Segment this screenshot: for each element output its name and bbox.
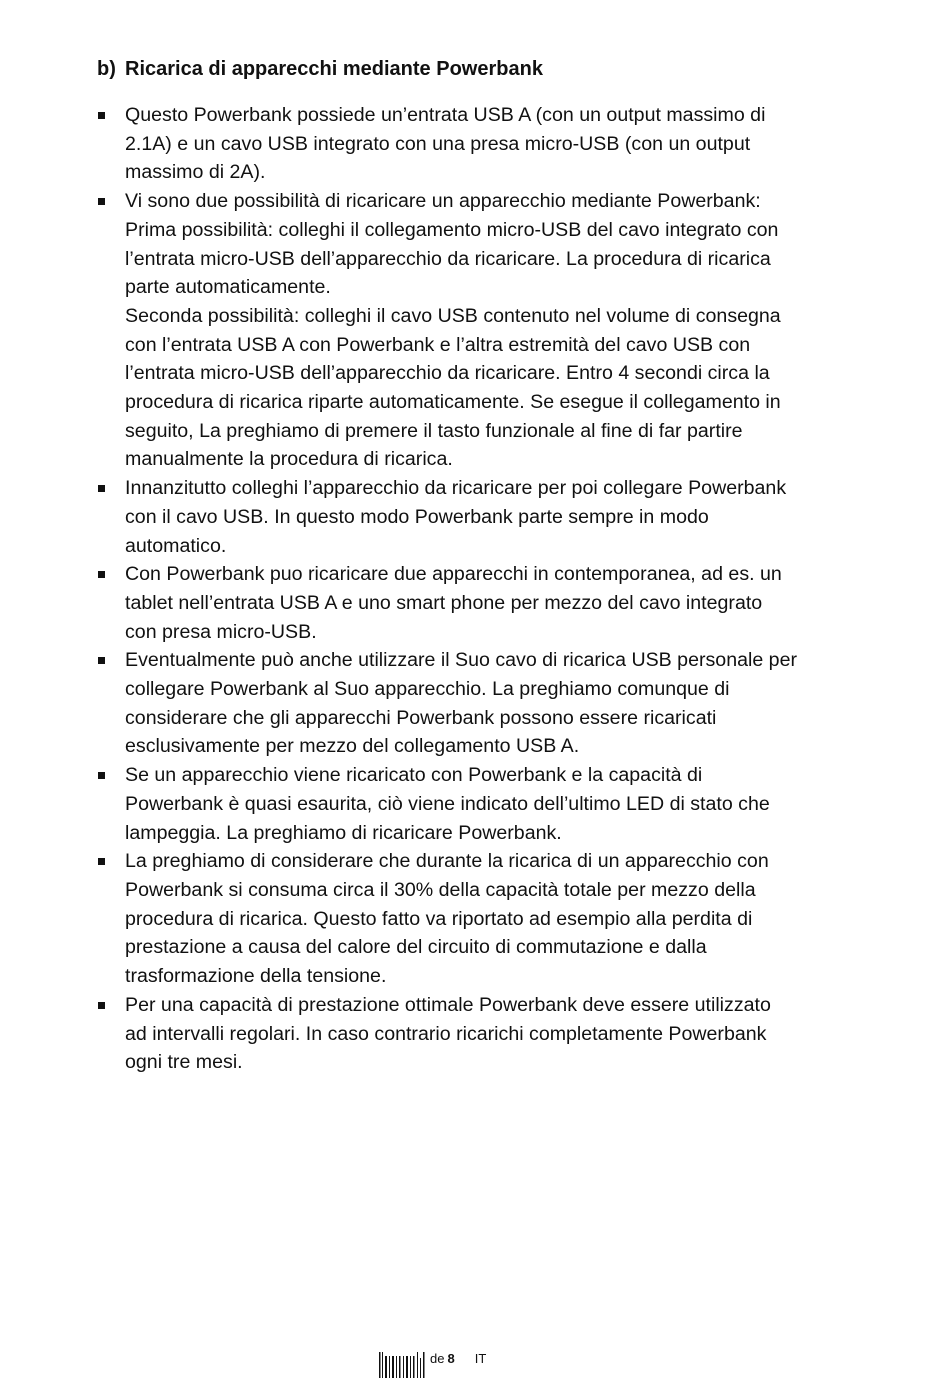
- bullet-square-icon: [98, 198, 105, 205]
- page-total: 8: [447, 1351, 455, 1366]
- list-item-paragraph: Se un apparecchio viene ricaricato con Powerbank e la capacità di Powerbank è quasi esaurita, ciò viene indicato dell’ultimo LED di stato che lampeggia. La preghiamo di ricaricare Powerbank.: [125, 764, 770, 844]
- section-title: Ricarica di apparecchi mediante Powerbank: [125, 58, 543, 80]
- list-item: [97, 991, 797, 1077]
- list-item-paragraph: Innanzitutto colleghi l’apparecchio da ricaricare per poi collegare Powerbank con il cavo USB. In questo modo Powerbank parte sempre in modo automatico.: [125, 477, 787, 557]
- barcode-icon: [378, 1352, 426, 1378]
- bullet-square-icon: [98, 571, 105, 578]
- list-item: [97, 101, 797, 187]
- list-item: [97, 474, 797, 560]
- list-item-paragraph: Vi sono due possibilità di ricaricare un apparecchio mediante Powerbank:: [125, 190, 761, 213]
- list-item: [97, 646, 797, 761]
- bullet-square-icon: [98, 657, 105, 664]
- list-item-paragraph: La preghiamo di considerare che durante la ricarica di un apparecchio con Powerbank si consuma circa il 30% della capacità totale per mezzo della procedura di ricarica. Questo fatto va riportato ad esempio alla perdita di prestazione a causa del calore del circuito di commutazione e dalla trasformazione della tensione.: [125, 850, 769, 988]
- bullet-square-icon: [98, 858, 105, 865]
- bullet-square-icon: [98, 1002, 105, 1009]
- section-marker: b): [97, 58, 116, 80]
- bullet-list: [97, 101, 797, 1077]
- list-item: [97, 847, 797, 991]
- bullet-square-icon: [98, 772, 105, 779]
- page-footer: [378, 1352, 486, 1378]
- list-item-paragraph: Seconda possibilità: colleghi il cavo USB contenuto nel volume di consegna con l’entrata USB A con Powerbank e l’altra estremità del cavo USB con l’entrata micro-USB dell’apparecchio da ricaricare. Entro 4 secondi circa la procedura di ricarica riparte automaticamente. Se esegue il collegamento in seguito, La preghiamo di premere il tasto funzionale al fine di far partire manualmente la procedura di ricarica.: [125, 304, 781, 471]
- list-item-paragraph: Per una capacità di prestazione ottimale Powerbank deve essere utilizzato ad intervalli regolari. In caso contrario ricarichi completamente Powerbank ogni tre mesi.: [125, 993, 771, 1074]
- language-code: IT: [474, 1351, 487, 1366]
- page-label: de: [430, 1351, 445, 1366]
- bullet-square-icon: [98, 112, 105, 119]
- section-heading: [97, 55, 543, 83]
- list-item-paragraph: Questo Powerbank possiede un’entrata USB A (con un output massimo di 2.1A) e un cavo USB integrato con una presa micro-USB (con un output massimo di 2A).: [125, 104, 766, 184]
- list-item-paragraph: Prima possibilità: colleghi il collegamento micro-USB del cavo integrato con l’entrata micro-USB dell’apparecchio da ricaricare. La procedura di ricarica parte automaticamente.: [125, 218, 779, 299]
- list-item: [97, 560, 797, 646]
- page-indicator: [430, 1352, 455, 1366]
- list-item-paragraph: Con Powerbank puo ricaricare due apparecchi in contemporanea, ad es. un tablet nell’entrata USB A e uno smart phone per mezzo del cavo integrato con presa micro-USB.: [125, 563, 782, 643]
- list-item-paragraph: Eventualmente può anche utilizzare il Suo cavo di ricarica USB personale per collegare Powerbank al Suo apparecchio. La preghiamo comunque di considerare che gli apparecchi Powerbank possono essere ricaricati esclusivamente per mezzo del collegamento USB A.: [125, 649, 797, 758]
- list-item: [97, 187, 797, 474]
- list-item: [97, 761, 797, 847]
- bullet-square-icon: [98, 485, 105, 492]
